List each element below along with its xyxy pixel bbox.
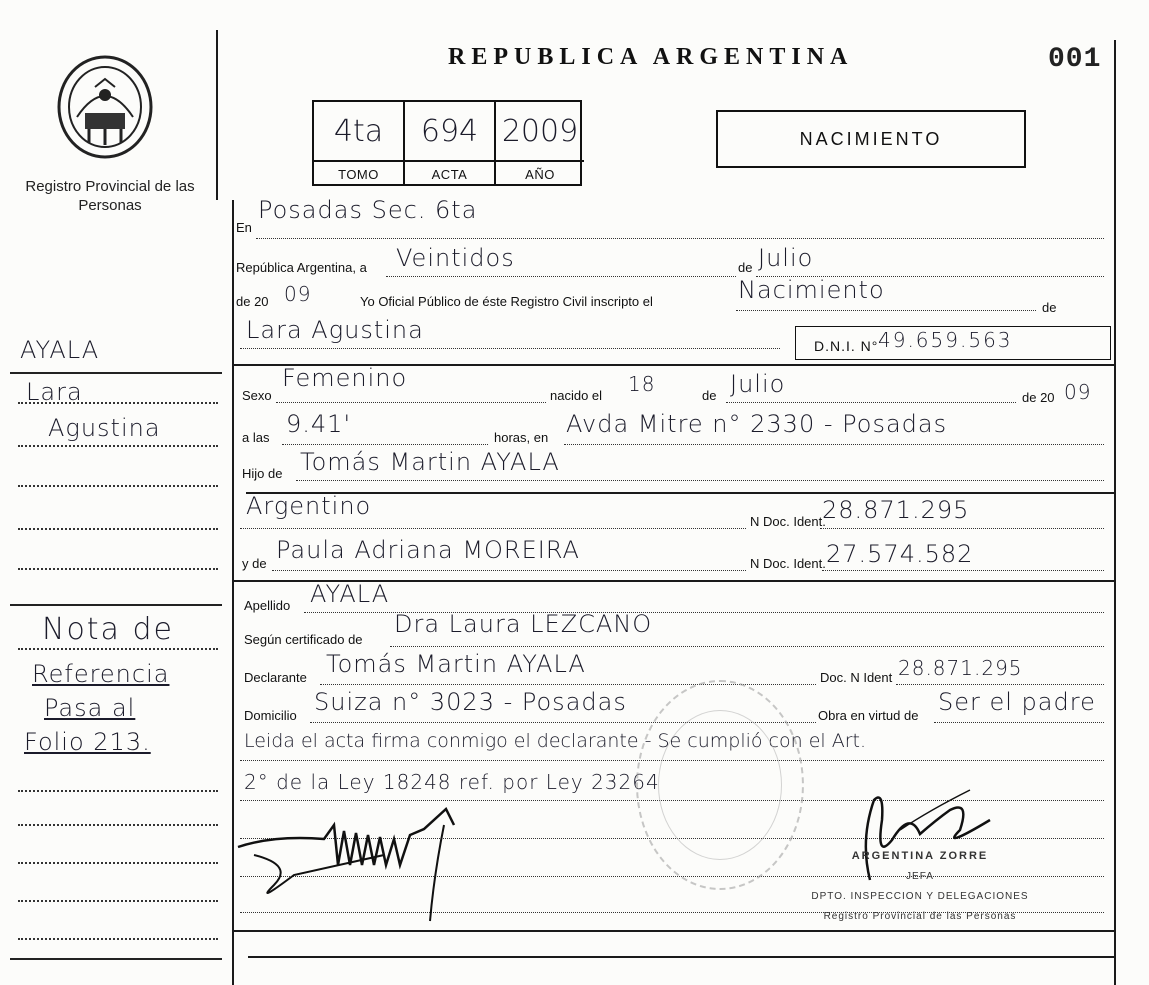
nacido-label: nacido el — [550, 388, 603, 403]
page-number: 001 — [1048, 44, 1102, 75]
dotted-line — [240, 528, 746, 529]
dotted-line — [896, 684, 1104, 685]
apellido-label: Apellido — [244, 598, 291, 613]
section-rule — [246, 492, 1114, 494]
sexo-value: Femenino — [282, 364, 408, 392]
acta-label: ACTA — [405, 162, 496, 186]
margin-dotted-line — [18, 648, 218, 650]
official-signature-block — [790, 846, 1050, 927]
declarante-doc-value: 28.871.295 — [898, 656, 1023, 680]
father-name-value: Tomás Martin AYALA — [300, 448, 560, 476]
official-name: ARGENTINA ZORRE — [851, 850, 989, 862]
margin-separator — [10, 958, 222, 960]
margin-note-4: Folio 213. — [24, 728, 151, 756]
margin-separator — [10, 604, 222, 606]
month-value: Julio — [758, 244, 814, 272]
record-type-box: NACIMIENTO — [716, 110, 1026, 168]
margin-note-3: Pasa al — [44, 694, 136, 722]
margin-dotted-line — [18, 445, 218, 447]
dni-label: D.N.I. N° — [814, 338, 879, 354]
birth-place-value: Avda Mitre n° 2330 - Posadas — [566, 410, 948, 438]
father-doc-value: 28.871.295 — [822, 496, 970, 524]
section-rule — [234, 930, 1114, 932]
day-words-value: Veintidos — [396, 244, 515, 272]
year-prefix-label: de 20 — [236, 294, 269, 309]
right-border — [1114, 40, 1116, 985]
segun-label: Según certificado de — [244, 632, 363, 647]
obra-label: Obra en virtud de — [818, 708, 919, 723]
tomo-value: 4ta — [314, 102, 405, 162]
anio-value: 2009 — [496, 102, 584, 162]
birth-month-value: Julio — [730, 370, 786, 398]
declarant-signature-icon — [234, 795, 474, 925]
official-stamp-inner-icon — [658, 710, 782, 860]
place-value: Posadas Sec. 6ta — [258, 196, 478, 224]
inscripto-value: Nacimiento — [738, 276, 885, 304]
margin-dotted-line — [18, 862, 218, 864]
note-line-2: 2° de la Ley 18248 ref. por Ley 23264 — [244, 770, 660, 794]
tomo-label: TOMO — [314, 162, 405, 186]
doc-ident-label-3: Doc. N Ident — [820, 670, 893, 685]
margin-dotted-line — [18, 900, 218, 902]
year-suffix-value: 09 — [284, 282, 312, 306]
margin-dotted-line — [18, 568, 218, 570]
margin-given-2: Agustina — [48, 414, 161, 442]
declarante-label: Declarante — [244, 670, 307, 685]
horas-label: horas, en — [494, 430, 549, 445]
margin-dotted-line — [18, 938, 218, 940]
child-name-value: Lara Agustina — [246, 316, 424, 344]
domicilio-label: Domicilio — [244, 708, 297, 723]
official-title: JEFA — [906, 871, 934, 882]
margin-dotted-line — [18, 402, 218, 404]
birth-day-value: 18 — [628, 372, 656, 396]
dotted-line — [390, 646, 1104, 647]
birth-time-value: 9.41' — [286, 410, 352, 438]
mother-name-value: Paula Adriana MOREIRA — [276, 536, 580, 564]
republica-label: República Argentina, a — [236, 260, 367, 275]
apellido-value: AYALA — [310, 580, 390, 608]
dotted-line — [296, 480, 1104, 481]
note-line-1: Leida el acta firma conmigo el declarante - Se cumplió con el Art. — [244, 730, 867, 752]
country-title: REPUBLICA ARGENTINA — [448, 44, 854, 70]
alas-label: a las — [242, 430, 270, 445]
acta-value: 694 — [405, 102, 496, 162]
margin-given-1: Lara — [26, 378, 83, 406]
registry-label: Registro Provincial de las Personas — [25, 178, 195, 214]
official-dept: DPTO. INSPECCION Y DELEGACIONES — [811, 891, 1029, 902]
doc-ident-label: N Doc. Ident. — [750, 514, 826, 529]
provincial-seal-icon — [55, 55, 155, 160]
dotted-line — [386, 276, 736, 277]
certificado-value: Dra Laura LEZCANO — [394, 610, 653, 638]
dotted-line — [564, 444, 1104, 445]
record-reference-box — [312, 100, 582, 186]
margin-note-2: Referencia — [32, 660, 170, 688]
margin-dotted-line — [18, 528, 218, 530]
section-rule — [248, 956, 1114, 958]
dotted-line — [282, 444, 488, 445]
margin-surname: AYALA — [20, 336, 100, 364]
dotted-line — [240, 348, 780, 349]
margin-dotted-line — [18, 824, 218, 826]
declarante-value: Tomás Martin AYALA — [326, 650, 586, 678]
margin-note-1: Nota de — [42, 612, 174, 647]
dotted-line — [256, 238, 1104, 239]
dotted-line — [276, 402, 546, 403]
hijo-label: Hijo de — [242, 466, 283, 481]
dotted-line — [934, 722, 1104, 723]
left-border-top — [216, 30, 218, 200]
left-margin-column — [0, 0, 232, 985]
de-end-label: de — [1042, 300, 1057, 315]
de20-label: de 20 — [1022, 390, 1055, 405]
dotted-line — [272, 570, 746, 571]
margin-dotted-line — [18, 790, 218, 792]
sexo-label: Sexo — [242, 388, 272, 403]
dotted-line — [726, 402, 1016, 403]
doc-ident-label-2: N Doc. Ident. — [750, 556, 826, 571]
mother-doc-value: 27.574.582 — [826, 540, 974, 568]
margin-separator — [10, 372, 222, 374]
domicilio-value: Suiza n° 3023 - Posadas — [314, 688, 627, 716]
dotted-line — [822, 570, 1104, 571]
official-org: Registro Provincial de las Personas — [823, 911, 1017, 922]
dotted-line — [736, 310, 1036, 311]
obra-value: Ser el padre — [938, 688, 1096, 716]
de-label: de — [738, 260, 753, 275]
dotted-line — [820, 528, 1104, 529]
en-label: En — [236, 220, 252, 235]
birth-year-suffix-value: 09 — [1064, 380, 1092, 404]
dni-value: 49.659.563 — [878, 328, 1013, 352]
father-nationality-value: Argentino — [246, 492, 372, 520]
yde-label: y de — [242, 556, 267, 571]
oficial-label: Yo Oficial Público de éste Registro Civil inscripto el — [360, 294, 653, 309]
de-label-2: de — [702, 388, 717, 403]
margin-dotted-line — [18, 485, 218, 487]
anio-label: AÑO — [525, 166, 555, 182]
